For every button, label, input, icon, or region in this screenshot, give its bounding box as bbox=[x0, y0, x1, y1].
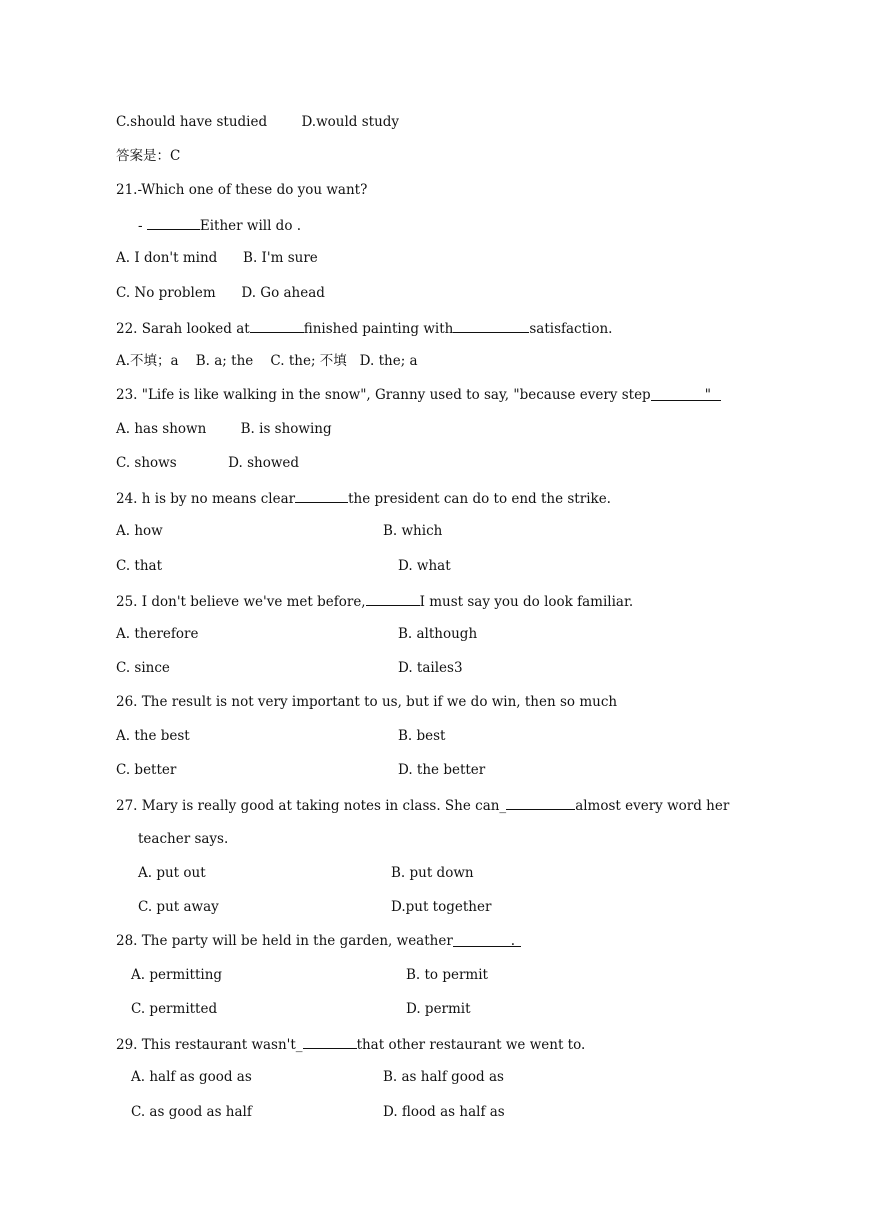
option-b: B. to permit bbox=[406, 967, 488, 983]
question-22 bbox=[116, 318, 612, 338]
option-d: D. tailes3 bbox=[398, 660, 463, 676]
option-c: C. that bbox=[116, 558, 163, 574]
answer-blank bbox=[250, 318, 304, 333]
option-a: A. how bbox=[116, 523, 163, 539]
question-27-continued: teacher says. bbox=[138, 831, 229, 847]
option-b: B. best bbox=[398, 728, 446, 744]
question-27 bbox=[116, 795, 729, 815]
answer-blank bbox=[453, 318, 529, 333]
answer-blank bbox=[295, 488, 348, 503]
question-23 bbox=[116, 386, 721, 404]
question-21: 21.-Which one of these do you want? bbox=[116, 182, 368, 198]
option-d: D. permit bbox=[406, 1001, 471, 1017]
option-a: A. the best bbox=[116, 728, 190, 744]
question-text: 23. "Life is like walking in the snow", Granny used to say, "because every step bbox=[116, 387, 651, 403]
option-a: A. half as good as bbox=[131, 1069, 252, 1085]
answer-blank bbox=[453, 932, 521, 947]
question-text: 28. The party will be held in the garden, weather bbox=[116, 933, 453, 949]
question-21-options-ab: A. I don't mind B. I'm sure bbox=[116, 250, 318, 266]
reply-dash: - bbox=[138, 218, 147, 234]
question-text: finished painting with bbox=[303, 321, 454, 337]
option-line: C.should have studied D.would study bbox=[116, 114, 400, 130]
option-a: A. put out bbox=[138, 865, 206, 881]
option-c: C. better bbox=[116, 762, 177, 778]
question-text: the president can do to end the strike. bbox=[348, 491, 611, 507]
question-25 bbox=[116, 591, 633, 611]
question-26: 26. The result is not very important to us, but if we do win, then so much bbox=[116, 694, 618, 710]
question-text: almost every word her bbox=[575, 798, 730, 814]
answer-blank bbox=[506, 795, 575, 810]
option-c: C. permitted bbox=[131, 1001, 218, 1017]
option-d: D. the better bbox=[398, 762, 486, 778]
question-text: I must say you do look familiar. bbox=[419, 594, 634, 610]
trailing-period: . bbox=[510, 933, 516, 949]
option-b: B. put down bbox=[391, 865, 474, 881]
answer-blank bbox=[651, 386, 721, 401]
option-d: D. what bbox=[398, 558, 451, 574]
answer-blank bbox=[303, 1034, 357, 1049]
option-b: B. which bbox=[383, 523, 443, 539]
option-d: D.put together bbox=[391, 899, 492, 915]
question-text: 22. Sarah looked at bbox=[116, 321, 250, 337]
option-b: B. although bbox=[398, 626, 478, 642]
question-22-options: A.不填；a B. a; the C. the; 不填 D. the; a bbox=[116, 353, 418, 369]
answer-blank bbox=[366, 591, 420, 606]
question-text: that other restaurant we went to. bbox=[356, 1037, 586, 1053]
question-23-options-cd: C. shows D. showed bbox=[116, 455, 300, 471]
reply-text: Either will do . bbox=[199, 218, 302, 234]
question-23-options-ab: A. has shown B. is showing bbox=[116, 421, 332, 437]
option-c: C. as good as half bbox=[131, 1104, 252, 1120]
option-c: C. put away bbox=[138, 899, 219, 915]
question-text: satisfaction. bbox=[529, 321, 613, 337]
answer-line: 答案是：C bbox=[116, 148, 181, 164]
question-text: 24. h is by no means clear bbox=[116, 491, 296, 507]
question-24 bbox=[116, 488, 611, 508]
question-21-options-cd: C. No problem D. Go ahead bbox=[116, 285, 325, 301]
answer-blank bbox=[147, 215, 200, 230]
question-text: 27. Mary is really good at taking notes in class. She can_ bbox=[116, 798, 507, 814]
question-28 bbox=[116, 932, 521, 950]
option-a: A. permitting bbox=[131, 967, 223, 983]
question-29 bbox=[116, 1034, 585, 1054]
option-d: D. flood as half as bbox=[383, 1104, 505, 1120]
question-text: 29. This restaurant wasn't_ bbox=[116, 1037, 303, 1053]
closing-quote: " bbox=[704, 387, 711, 403]
option-b: B. as half good as bbox=[383, 1069, 504, 1085]
question-21-reply bbox=[138, 215, 301, 235]
option-c: C. since bbox=[116, 660, 170, 676]
option-a: A. therefore bbox=[116, 626, 199, 642]
question-text: 25. I don't believe we've met before, bbox=[116, 594, 366, 610]
